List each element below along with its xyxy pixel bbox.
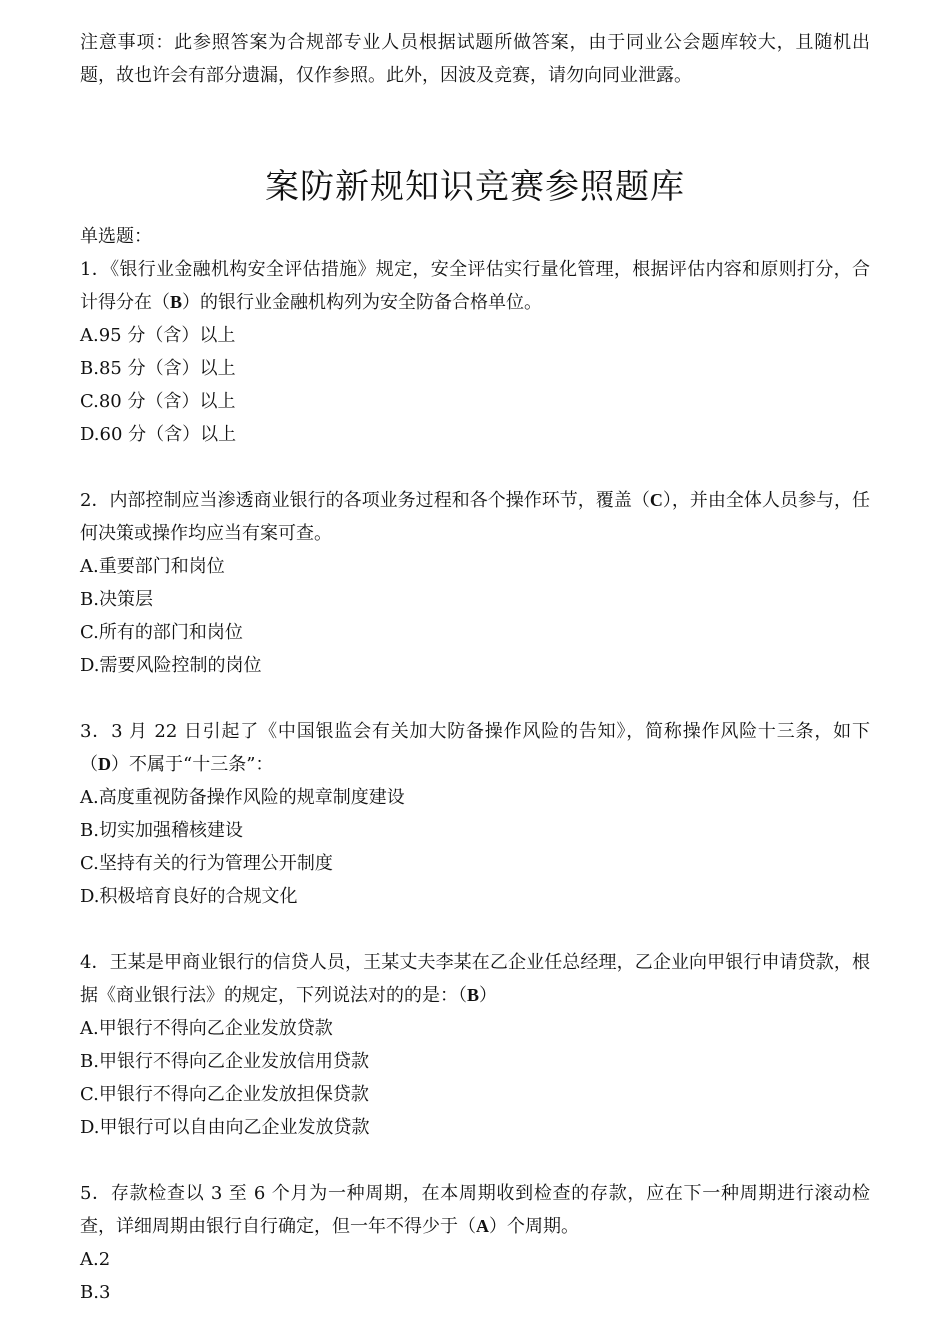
question-text: [80, 1177, 870, 1243]
answer-letter: A: [476, 1216, 489, 1236]
option-c: C.所有的部门和岗位: [80, 622, 243, 643]
option-a: A.高度重视防备操作风险的规章制度建设: [80, 787, 405, 808]
question-stem-end: ）的银行业金融机构列为安全防备合格单位。: [182, 292, 543, 313]
option-a: A.95 分（含）以上: [80, 325, 236, 346]
option-b: B.决策层: [80, 589, 153, 610]
question-stem-start: 1．《银行业金融机构安全评估措施》规定，安全评估实行量化管理，根据评估内容和原则打分，合计得分在（: [80, 259, 870, 313]
question-2: [80, 484, 870, 682]
question-stem-start: 3．3 月 22 日引起了《中国银监会有关加大防备操作风险的告知》，简称操作风险十三条，如下（: [80, 721, 870, 775]
question-3: [80, 715, 870, 913]
question-5: [80, 1177, 870, 1309]
document-title: 案防新规知识竞赛参照题库: [265, 167, 685, 207]
option-c: C.坚持有关的行为管理公开制度: [80, 853, 333, 874]
option-c: C.甲银行不得向乙企业发放担保贷款: [80, 1084, 369, 1105]
option-d: D.积极培育良好的合规文化: [80, 886, 298, 907]
question-stem-end: ），并由全体人员参与，任何决策或操作均应当有案可查。: [80, 490, 871, 544]
option-b: B.甲银行不得向乙企业发放信用贷款: [80, 1051, 369, 1072]
question-stem-end: ）不属于“十三条”：: [111, 754, 274, 775]
option-d: D.甲银行可以自由向乙企业发放贷款: [80, 1117, 370, 1138]
question-4: [80, 946, 870, 1144]
question-text: [80, 946, 870, 1012]
question-text: [80, 484, 870, 550]
question-text: [80, 715, 870, 781]
answer-letter: C: [649, 490, 663, 510]
option-b: B.3: [80, 1282, 111, 1303]
question-stem-end: ）: [479, 985, 498, 1006]
answer-letter: D: [98, 754, 111, 774]
option-d: D.60 分（含）以上: [80, 424, 237, 445]
option-b: B.切实加强稽核建设: [80, 820, 243, 841]
question-stem-end: ）个周期。: [489, 1216, 579, 1237]
answer-letter: B: [467, 985, 480, 1005]
question-stem-start: 4．王某是甲商业银行的信贷人员，王某丈夫李某在乙企业任总经理，乙企业向甲银行申请贷款，根据《商业银行法》的规定，下列说法对的的是：（: [80, 952, 870, 1006]
section-label: 单选题：: [80, 226, 152, 247]
question-stem-start: 5．存款检查以 3 至 6 个月为一种周期，在本周期收到检查的存款，应在下一种周期进行滚动检查，详细周期由银行自行确定，但一年不得少于（: [80, 1183, 870, 1237]
question-text: [80, 253, 870, 319]
answer-letter: B: [170, 292, 183, 312]
notice-paragraph: 注意事项：此参照答案为合规部专业人员根据试题所做答案，由于同业公会题库较大，且随机出题，故也许会有部分遗漏，仅作参照。此外，因波及竞赛，请勿向同业泄露。: [80, 32, 870, 86]
option-a: A.重要部门和岗位: [80, 556, 225, 577]
option-b: B.85 分（含）以上: [80, 358, 236, 379]
option-c: C.80 分（含）以上: [80, 391, 236, 412]
option-a: A.甲银行不得向乙企业发放贷款: [80, 1018, 333, 1039]
document-content: [80, 26, 870, 1342]
option-d: D.需要风险控制的岗位: [80, 655, 262, 676]
question-1: [80, 253, 870, 451]
option-a: A.2: [80, 1249, 111, 1270]
question-stem-start: 2．内部控制应当渗透商业银行的各项业务过程和各个操作环节，覆盖（: [80, 490, 650, 511]
